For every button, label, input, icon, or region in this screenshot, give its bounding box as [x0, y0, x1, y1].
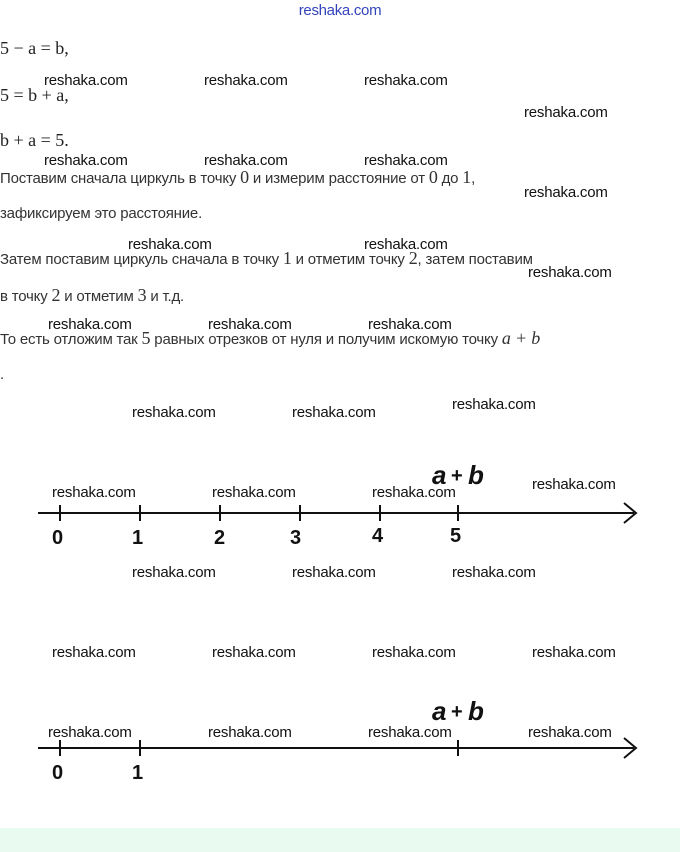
expression-a-plus-b: a + b [501, 328, 540, 348]
watermark: reshaka.com [48, 316, 132, 333]
watermark: reshaka.com [208, 316, 292, 333]
text: Затем поставим циркуль сначала в точку [0, 251, 283, 268]
text: в точку [0, 288, 52, 305]
label-b: b [468, 696, 484, 726]
tick-label-0: 0 [52, 527, 64, 549]
text: То есть отложим так [0, 331, 142, 348]
text: равных отрезков от нуля и получим искомую точку [150, 331, 502, 348]
number-zero: 0 [240, 167, 249, 187]
watermark: reshaka.com [372, 644, 456, 661]
label-b: b [468, 460, 484, 490]
watermark: reshaka.com [128, 236, 212, 253]
footer-band [0, 828, 680, 852]
site-link[interactable]: reshaka.com [298, 2, 382, 19]
watermark: reshaka.com [532, 644, 616, 661]
watermark: reshaka.com [452, 396, 536, 413]
tick-label-5: 5 [450, 525, 462, 547]
tick-label-0: 0 [52, 762, 64, 784]
watermark: reshaka.com [368, 724, 452, 741]
watermark: reshaka.com [292, 564, 376, 581]
watermark: reshaka.com [44, 72, 128, 89]
text: до [437, 170, 463, 187]
tick-label-1: 1 [132, 527, 144, 549]
number-one: 1 [462, 167, 472, 187]
text: и отметим [60, 288, 138, 305]
watermark: reshaka.com [452, 564, 536, 581]
watermark: reshaka.com [364, 152, 448, 169]
tick-label-1: 1 [132, 762, 144, 784]
watermark: reshaka.com [528, 264, 612, 281]
number-five: 5 [141, 328, 151, 348]
equation-1: 5 − a = b, [0, 38, 69, 58]
text: Поставим сначала циркуль в точку [0, 170, 241, 187]
watermark: reshaka.com [48, 724, 132, 741]
label-plus: + [451, 465, 463, 487]
tick-label-2: 2 [214, 527, 226, 549]
watermark: reshaka.com [364, 72, 448, 89]
text: , затем поставим [417, 251, 533, 268]
watermark: reshaka.com [132, 404, 216, 421]
tick-label-3: 3 [290, 527, 302, 549]
number-three: 3 [137, 285, 147, 305]
equation-3: b + a = 5. [0, 130, 69, 150]
tick-label-4: 4 [372, 525, 384, 547]
label-a: a [432, 460, 447, 490]
watermark: reshaka.com [364, 236, 448, 253]
text: , [471, 170, 476, 187]
label-a: a [432, 696, 447, 726]
watermark: reshaka.com [52, 644, 136, 661]
watermark: reshaka.com [44, 152, 128, 169]
watermark: reshaka.com [204, 152, 288, 169]
number-zero: 0 [428, 167, 438, 187]
watermark: reshaka.com [372, 484, 456, 501]
watermark: reshaka.com [524, 104, 608, 121]
watermark: reshaka.com [292, 404, 376, 421]
number-line-1 [38, 460, 636, 549]
number-one: 1 [282, 248, 292, 268]
paragraph-3-end: . [0, 366, 4, 383]
watermark: reshaka.com [524, 184, 608, 201]
number-two: 2 [51, 285, 61, 305]
watermark: reshaka.com [204, 72, 288, 89]
watermark: reshaka.com [212, 484, 296, 501]
label-plus: + [451, 701, 463, 723]
text: и измерим расстояние от [248, 170, 429, 187]
watermark: reshaka.com [532, 476, 616, 493]
watermark: reshaka.com [208, 724, 292, 741]
watermark: reshaka.com [52, 484, 136, 501]
equation-2: 5 = b + a, [0, 85, 69, 105]
watermark: reshaka.com [212, 644, 296, 661]
paragraph-1-line-2: зафиксируем это расстояние. [0, 205, 203, 222]
text: и отметим точку [291, 251, 409, 268]
watermark: reshaka.com [528, 724, 612, 741]
text: и т.д. [146, 288, 184, 305]
watermark: reshaka.com [132, 564, 216, 581]
watermark: reshaka.com [368, 316, 452, 333]
number-two: 2 [408, 248, 418, 268]
